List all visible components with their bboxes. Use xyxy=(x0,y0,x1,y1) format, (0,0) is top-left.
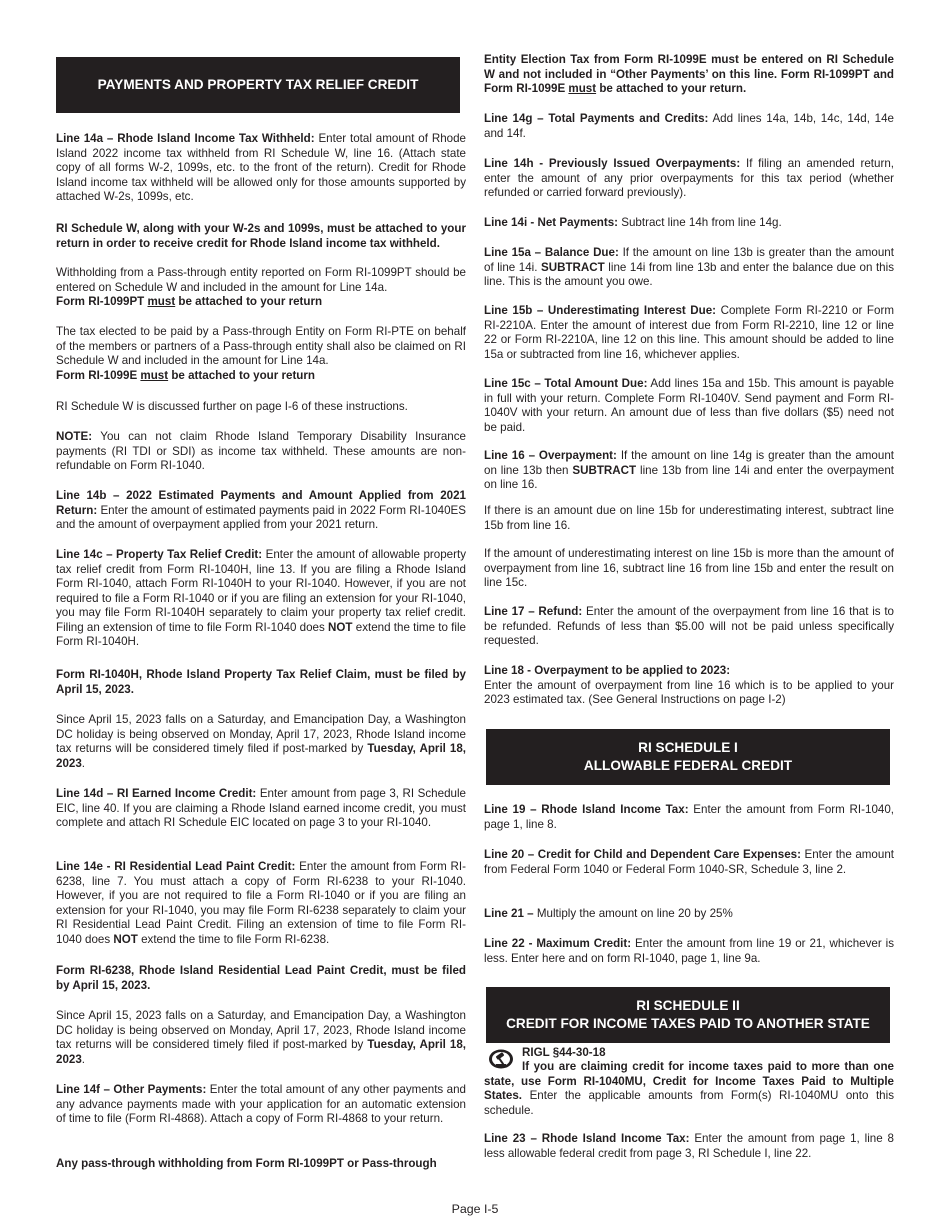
line-14g-paragraph xyxy=(484,112,894,141)
line-16-heading: Line 16 – Overpayment: xyxy=(484,449,617,462)
line-14d-text: Enter amount from page 3, RI Schedule EIC, line 40. If you are claiming a Rhode Island earned income credit, you must complete and attach RI Schedule EIC located on page 3 to your RI-1040. xyxy=(56,787,466,829)
line-14h-paragraph xyxy=(484,157,894,201)
line-15a-paragraph: Line 15a – Balance Due: If the amount on line 13b is greater than the amount of line 14i. SUBTRACT line 14i from line 13b and enter the balance due on this line. This is the amount you owe. xyxy=(484,246,894,288)
line-20-heading: Line 20 – Credit for Child and Dependent Care Expenses: xyxy=(484,848,801,861)
rigl-paragraph: If you are claiming credit for income taxes paid to more than one state, use Form RI-1040MU, Credit for Income Taxes Paid to Multiple States. Enter the applicable amounts from Form(s) RI-1040MU onto this schedule. xyxy=(484,1060,894,1117)
line-14h-text: If filing an amended return, enter the amount of any prior overpayments for this tax period (whether refunded or carried forward previously). xyxy=(484,157,895,199)
banner-title: PAYMENTS AND PROPERTY TAX RELIEF CREDIT xyxy=(97,77,419,92)
line-17-heading: Line 17 – Refund: xyxy=(484,605,583,618)
line-15b-text: Complete Form RI-2210 or Form RI-2210A. Enter the amount of interest due from Form RI-2210, line 12 or line 22 or Form RI-2210A, line 12 on this line. This amount should be added to line 15a or subtracted from line 16, whichever applies. xyxy=(484,304,894,361)
line-14a-paragraph xyxy=(56,132,466,205)
schedule-w-attach-note: RI Schedule W, along with your W-2s and 1099s, must be attached to your return in order to receive credit for Rhode Island income tax withheld. xyxy=(56,222,466,250)
ri6238-deadline: Form RI-6238, Rhode Island Residential Lead Paint Credit, must be filed by April 15, 2023. xyxy=(56,964,466,992)
line-14b-heading: Line 14b – 2022 Estimated Payments and Amount Applied from 2021 Return: xyxy=(56,489,466,517)
line-20-paragraph xyxy=(484,848,894,877)
line-14d-heading: Line 14d – RI Earned Income Credit: xyxy=(56,787,257,800)
line-18-text: Enter the amount of overpayment from line 16 which is to be applied to your 2023 estimated tax. (See General Instructions on page I-2) xyxy=(484,678,894,706)
passthrough-paragraph xyxy=(56,266,466,310)
passthrough-text: Withholding from a Pass-through entity reported on Form RI-1099PT should be entered on Schedule W and included in the amount for Line 14a. xyxy=(56,266,466,294)
line-14e-paragraph: Line 14e - RI Residential Lead Paint Credit: Enter the amount from Form RI-6238, line 7. You must attach a copy of Form RI-6238 to your RI-1040. However, if you are not required to file a Form RI-1040 or if you are filing an extension for your RI-1040, you may file Form RI-6238 separately to claim your RI Residential Lead Paint Credit. Filing an extension of time to file Form RI-1040 does NOT extend the time to file Form RI-6238. xyxy=(56,860,467,946)
line-15b-heading: Line 15b – Underestimating Interest Due: xyxy=(484,304,717,317)
entity-election-paragraph: Entity Election Tax from Form RI-1099E must be entered on RI Schedule W and not included in “Other Payments’ on this line. Form RI-1099PT and Form RI-1099E must be attached to your return. xyxy=(484,53,894,95)
line-14b-text: Enter the amount of estimated payments paid in 2022 Form RI-1040ES and the amount of overpayment applied from your 2021 return. xyxy=(56,503,466,531)
line-23-heading: Line 23 – Rhode Island Income Tax: xyxy=(484,1132,690,1145)
line-14i-heading: Line 14i - Net Payments: xyxy=(484,216,619,229)
line-14a-text: Enter total amount of Rhode Island 2022 income tax withheld from RI Schedule W, line 16. (Attach state copy of all forms W-2, 1099s, etc. to the front of the return). Credit for Rhode Island income tax withheld will be allowed only for those amounts supported by attached W-2s, 1099s, etc. xyxy=(56,132,466,203)
line-17-text: Enter the amount of the overpayment from line 16 that is to be refunded. Refunds of less than $5.00 will not be paid unless specifically requested. xyxy=(484,605,894,647)
line-14f-paragraph xyxy=(56,1083,466,1127)
line-15c-paragraph xyxy=(484,377,894,435)
line-18-heading: Line 18 - Overpayment to be applied to 2023: xyxy=(484,664,731,677)
line-18-paragraph xyxy=(484,664,894,708)
schedule-ii-title: RI SCHEDULE II xyxy=(636,998,740,1013)
line-22-text: Enter the amount from line 19 or 21, whichever is less. Enter here and on form RI-1040, page 1, line 9a. xyxy=(484,937,894,965)
line-14a-heading: Line 14a – Rhode Island Income Tax Withheld: xyxy=(56,132,315,145)
note-text: You can not claim Rhode Island Temporary Disability Insurance payments (RI TDI or SDI) as income tax withheld. These amounts are non-refundable on Form RI-1040. xyxy=(56,430,466,472)
line-14i-paragraph xyxy=(484,216,894,231)
line-14e-heading: Line 14e - RI Residential Lead Paint Credit: xyxy=(56,860,296,873)
line-14g-heading: Line 14g – Total Payments and Credits: xyxy=(484,112,709,125)
line-21-heading: Line 21 – xyxy=(484,907,534,920)
line-14g-text: Add lines 14a, 14b, 14c, 14d, 14e and 14f. xyxy=(484,112,894,140)
pte-text: The tax elected to be paid by a Pass-through Entity on Form RI-PTE on behalf of the members or partners of a Pass-through entity shall also be claimed on RI Schedule W and included in the amount for Line 14a. xyxy=(56,325,466,367)
schedule-i-banner xyxy=(486,729,890,785)
schedule-i-title: RI SCHEDULE I xyxy=(638,740,738,755)
line-23-text: Enter the amount from page 1, line 8 less allowable federal credit from page 3, RI Schedule I, line 22. xyxy=(484,1132,894,1160)
line-22-paragraph xyxy=(484,937,894,966)
line-19-paragraph xyxy=(484,803,894,832)
line-15b-paragraph xyxy=(484,304,894,362)
rigl-reference: RIGL §44-30-18 xyxy=(522,1046,606,1059)
line-14f-heading: Line 14f – Other Payments: xyxy=(56,1083,207,1096)
page-number: Page I-5 xyxy=(451,1202,499,1216)
note-heading: NOTE: xyxy=(56,430,93,443)
holiday-paragraph-2: Since April 15, 2023 falls on a Saturday, and Emancipation Day, a Washington DC holiday is being observed on Monday, April 17, 2023, Rhode Island income tax returns will be considered timely filed if post-marked by Tuesday, April 18, 2023. xyxy=(56,1009,467,1066)
line-20-text: Enter the amount from Federal Form 1040 or Federal Form 1040-SR, Schedule 3, line 2. xyxy=(484,848,894,876)
line-22-heading: Line 22 - Maximum Credit: xyxy=(484,937,632,950)
line-21-text: Multiply the amount on line 20 by 25% xyxy=(533,907,733,920)
passthrough-withholding-note: Any pass-through withholding from Form RI-1099PT or Pass-through xyxy=(56,1157,437,1170)
holiday-paragraph-1: Since April 15, 2023 falls on a Saturday, and Emancipation Day, a Washington DC holiday is being observed on Monday, April 17, 2023, Rhode Island income tax returns will be considered timely filed if post-marked by Tuesday, April 18, 2023. xyxy=(56,713,467,770)
line-14h-heading: Line 14h - Previously Issued Overpayments: xyxy=(484,157,741,170)
line-21-paragraph xyxy=(484,907,894,922)
line-14b-paragraph xyxy=(56,489,466,533)
line-23-paragraph xyxy=(484,1132,894,1161)
line-14d-paragraph xyxy=(56,787,466,831)
line-15c-text: Add lines 15a and 15b. This amount is payable in full with your return. Complete Form RI-1040V. Send payment and Form RI-1040V with your return. An amount due of less than five dollars ($5) need not be paid. xyxy=(484,377,894,434)
line-17-paragraph xyxy=(484,605,894,649)
schedule-ii-banner xyxy=(486,987,890,1043)
line-14e-text: Enter the amount from Form RI-6238, line 7. You must attach a copy of Form RI-6238 to your RI-1040. However, if you are not required to file a Form RI-1040 or if you are filing an extension for your RI-1040, you may file Form RI-6238 separately to claim your RI Residential Lead Paint Credit. Filing an extension of time to file Form RI-1040 does xyxy=(56,860,467,946)
line-14c-heading: Line 14c – Property Tax Relief Credit: xyxy=(56,548,263,561)
payments-banner xyxy=(56,57,460,113)
line-14f-text: Enter the total amount of any other payments and any advance payments made with your application for an automatic extension of time to file (Form RI-4868). Attach a copy of Form RI-4868 to your return. xyxy=(56,1083,467,1125)
ri1040h-deadline: Form RI-1040H, Rhode Island Property Tax Relief Claim, must be filed by April 15, 2023. xyxy=(56,668,466,696)
pte-paragraph xyxy=(56,325,466,383)
schedule-w-discussion: RI Schedule W is discussed further on page I-6 of these instructions. xyxy=(56,400,408,413)
line-16-interest-note: If there is an amount due on line 15b for underestimating interest, subtract line 15b from line 16. xyxy=(484,504,894,532)
line-19-heading: Line 19 – Rhode Island Income Tax: xyxy=(484,803,689,816)
line-14c-text: Enter the amount of allowable property tax relief credit from Form RI-1040H, line 13. If you are filing a Rhode Island Form RI-1040, attach Form RI-1040H to your RI-1040. However, if you are not required to file a Form RI-1040 or if you are filing an extension for your RI-1040, you may file Form RI-1040H separately to claim your property tax relief credit. Filing an extension of time to file Form RI-1040 does xyxy=(56,548,466,634)
line-14i-text: Subtract line 14h from line 14g. xyxy=(618,216,782,229)
line-16-underestimate-note: If the amount of underestimating interest on line 15b is more than the amount of overpayment from line 16, subtract line 16 from line 15b and enter the result on line 15c. xyxy=(484,547,894,589)
schedule-i-subtitle: ALLOWABLE FEDERAL CREDIT xyxy=(583,758,793,773)
line-15c-heading: Line 15c – Total Amount Due: xyxy=(484,377,648,390)
line-15a-heading: Line 15a – Balance Due: xyxy=(484,246,619,259)
line-16-paragraph: Line 16 – Overpayment: If the amount on line 14g is greater than the amount on line 13b then SUBTRACT line 13b from line 14i and enter the overpayment on line 16. xyxy=(484,449,894,491)
passthrough-attach-note: Form RI-1099PT must be attached to your return xyxy=(56,295,323,308)
pte-attach-note: Form RI-1099E must be attached to your return xyxy=(56,368,315,382)
line-14c-paragraph: Line 14c – Property Tax Relief Credit: Enter the amount of allowable property tax relief credit from Form RI-1040H, line 13. If you are filing a Rhode Island Form RI-1040, attach Form RI-1040H to your RI-1040. However, if you are not required to file a Form RI-1040 or if you are filing an extension for your RI-1040, you may file Form RI-1040H separately to claim your property tax relief credit. Filing an extension of time to file Form RI-1040 does NOT extend the time to file Form RI-1040H. xyxy=(56,548,466,648)
line-19-text: Enter the amount from Form RI-1040, page 1, line 8. xyxy=(484,803,895,831)
note-paragraph xyxy=(56,430,466,474)
schedule-ii-subtitle: CREDIT FOR INCOME TAXES PAID TO ANOTHER STATE xyxy=(506,1016,870,1031)
